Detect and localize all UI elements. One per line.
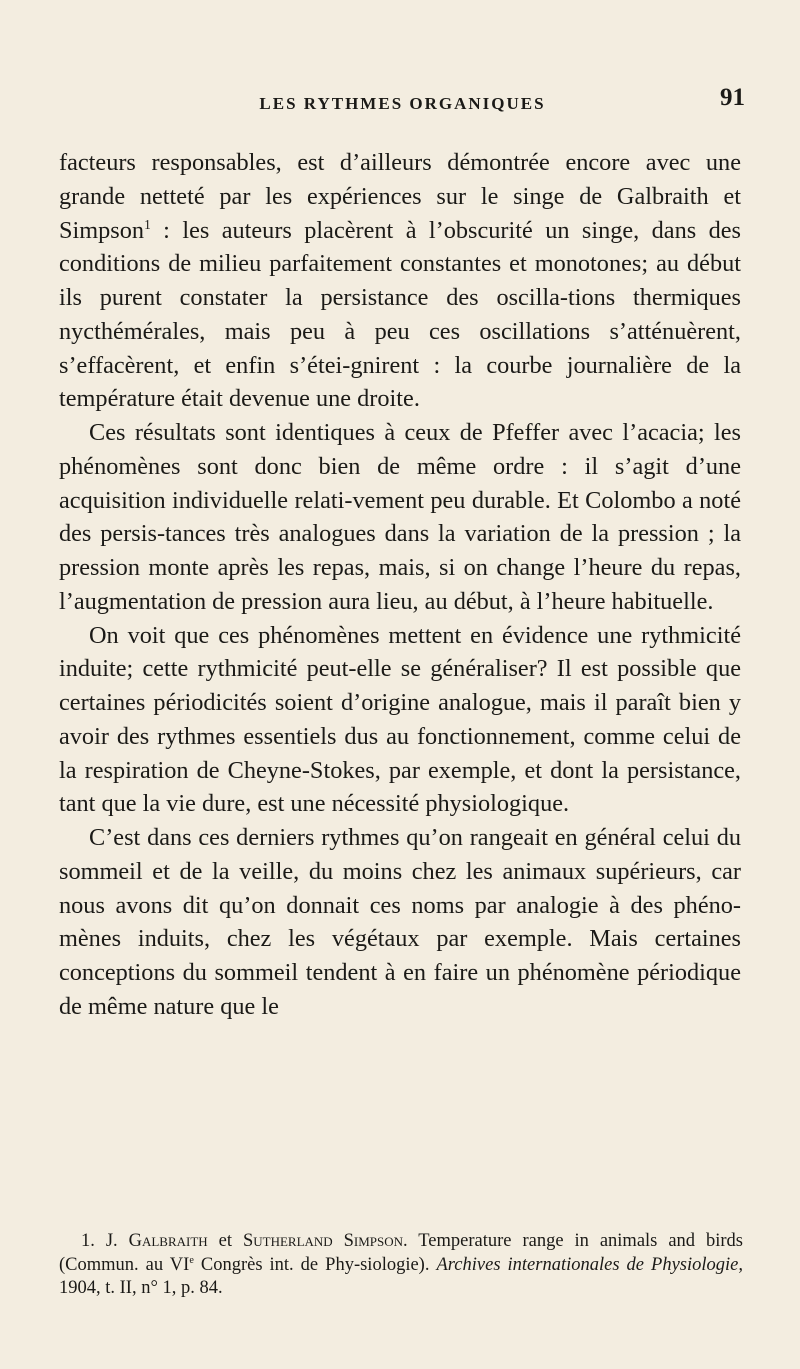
running-title: LES RYTHMES ORGANIQUES: [259, 94, 546, 113]
paragraph-4: C’est dans ces derniers rythmes qu’on rangeait en général celui du sommeil et de la veille, du moins chez les animaux supérieurs, car nous avons dit qu’on donnait ces noms par analogie à des phéno-mènes induits, chez les végétaux par exemple. Mais certaines conceptions du sommeil tendent à en faire un phénomène périodique de même nature que le: [59, 824, 741, 1020]
page-number: 91: [720, 84, 745, 111]
paragraph-3: On voit que ces phénomènes mettent en évidence une rythmicité induite; cette rythmicité peut-elle se généraliser? Il est possible que certaines périodicités soient d’origine analogue, mais il paraît bien y avoir des rythmes essentiels dus au fonctionnement, comme celui de la respiration de Cheyne-Stokes, par exemple, et dont la persistance, tant que la vie dure, est une nécessité physiologique.: [59, 621, 741, 818]
paragraph-2: Ces résultats sont identiques à ceux de Pfeffer avec l’acacia; les phénomènes sont donc bien de même ordre : il s’agit d’une acquisition individuelle relati-vement peu durable. Et Colombo a noté des persis-tances très analogues dans la variation de la pression ; la pression monte après les repas, mais, si on change l’heure du repas, l’augmentation de pression aura lieu, au début, à l’heure habituelle.: [59, 419, 741, 615]
running-head: [60, 84, 745, 124]
paragraph-1: [59, 146, 741, 416]
footnote-author-2: Sutherland Simpson.: [242, 1231, 408, 1251]
paragraph-1-text-b: : les auteurs placèrent à l’obscurité un singe, dans des conditions de milieu parfaitement constantes et monotones; au début ils purent constater la persistance des oscilla-tions thermiques nycthémérales, mais peu à peu ces oscillations s’atténuèrent, s’effacèrent, et enfin s’étei-gnirent : la courbe journalière de la température était devenue une droite.: [59, 216, 741, 413]
paragraph-1-text-a: facteurs responsables, est d’ailleurs démontrée encore avec une grande netteté par les expériences sur le singe de Galbraith et Simpson: [59, 149, 741, 244]
footnotes: [59, 1230, 743, 1301]
footnote-author-initial: J.: [105, 1231, 118, 1251]
body-text: [59, 146, 741, 1024]
footnote-conjunction: et: [218, 1231, 232, 1251]
footnote-details: 1904, t. II, n° 1, p. 84.: [59, 1278, 223, 1298]
footnote-number: 1.: [81, 1231, 95, 1251]
footnote-author-1: Galbraith: [128, 1231, 208, 1251]
footnote-title-b: Congrès int. de Phy-siologie).: [193, 1254, 430, 1275]
footnote-reference: 1: [144, 216, 151, 232]
footnote-journal: Archives internationales de Physiologie,: [436, 1254, 743, 1275]
footnote-title: Temperature range in animals and birds (Commun. au VI: [59, 1231, 743, 1275]
footnote-1: [59, 1230, 743, 1301]
footnote-superscript: e: [189, 1254, 194, 1266]
